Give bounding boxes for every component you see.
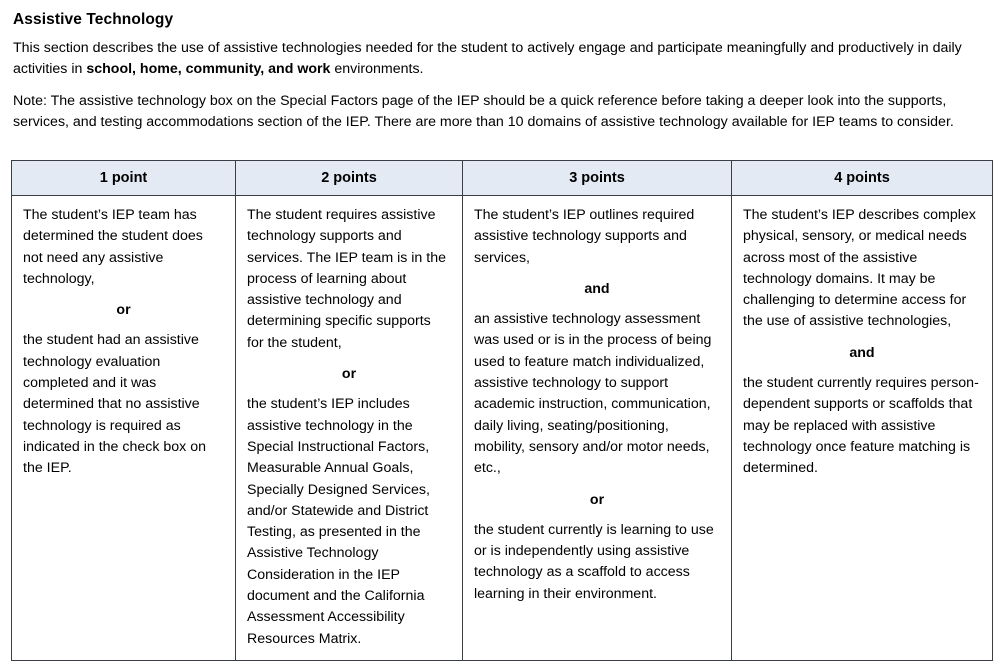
criterion-text-primary: The student’s IEP team has determined the student does not need any assistive technology,: [23, 207, 203, 287]
criterion-connector: and: [849, 344, 875, 361]
criterion-text-primary: The student’s IEP describes complex physical, sensory, or medical needs across most of the assistive technology domains. It may be challenging to determine access for the use of assistive technologies,: [743, 207, 976, 330]
rubric-header-3-points: 3 points: [463, 161, 732, 196]
rubric-header-2-points: 2 points: [236, 161, 463, 196]
criterion-text-secondary: the student’s IEP includes assistive technology in the Special Instructional Factors, Measurable Annual Goals, Specially Designed Services, and/or Statewide and District Testing, as presented in the Assistive Technology Consideration in the IEP document and the California Assessment Accessibility Resources Matrix.: [247, 396, 430, 647]
criterion-connector: or: [341, 366, 357, 383]
criterion-text-primary: The student’s IEP outlines required assistive technology supports and services,: [474, 207, 695, 266]
criterion-text-tertiary: the student currently is learning to use or is independently using assistive technology as a scaffold to access learning in their environment.: [474, 521, 714, 602]
rubric-header-1-point: 1 point: [12, 161, 236, 196]
criterion-text-primary: The student requires assistive technology supports and services. The IEP team is in the process of learning about assistive technology and determining specific supports for the student,: [247, 207, 446, 351]
description-emphasis: school, home, community, and work: [86, 61, 331, 77]
description-paragraph: [13, 38, 976, 80]
criterion-connector: or: [116, 302, 131, 319]
page-title: Assistive Technology: [13, 11, 174, 28]
description-text-part-2: environments.: [330, 61, 424, 77]
criterion-text-secondary: an assistive technology assessment was used or is in the process of being used to feature match individualized, assistive technology to support academic instruction, communication, daily living, seating/positioning, mobility, sensory and/or motor needs, etc.,: [474, 311, 712, 477]
description-text-part-1: This section describes the use of assistive technologies needed for the student to actively engage and participate meaningfully and productively in daily activities in: [13, 40, 962, 77]
rubric-cell-2-points: [236, 196, 463, 661]
intro-block: [0, 0, 1005, 133]
rubric-cell-4-points: [732, 196, 993, 661]
rubric-cell-1-point: [12, 196, 236, 661]
rubric-table: [11, 160, 993, 661]
rubric-cell-3-points: [463, 196, 732, 661]
rubric-header-4-points: 4 points: [732, 161, 993, 196]
criterion-connector: and: [584, 280, 610, 297]
rubric-table-container: [11, 160, 992, 661]
note-paragraph: Note: The assistive technology box on the Special Factors page of the IEP should be a quick reference before taking a deeper look into the supports, services, and testing accommodations section of the IEP. There are more than 10 domains of assistive technology available for IEP teams to consider.: [13, 93, 954, 130]
rubric-criteria-row: [12, 196, 993, 661]
rubric-header-row: [12, 161, 993, 196]
criterion-text-secondary: the student currently requires person- dependent supports or scaffolds that may be replaced with assistive technology once feature matching is determined.: [743, 375, 979, 477]
criterion-connector-2: or: [589, 491, 605, 508]
criterion-text-secondary: the student had an assistive technology evaluation completed and it was determined that no assistive technology is required as indicated in the check box on the IEP.: [23, 332, 206, 477]
